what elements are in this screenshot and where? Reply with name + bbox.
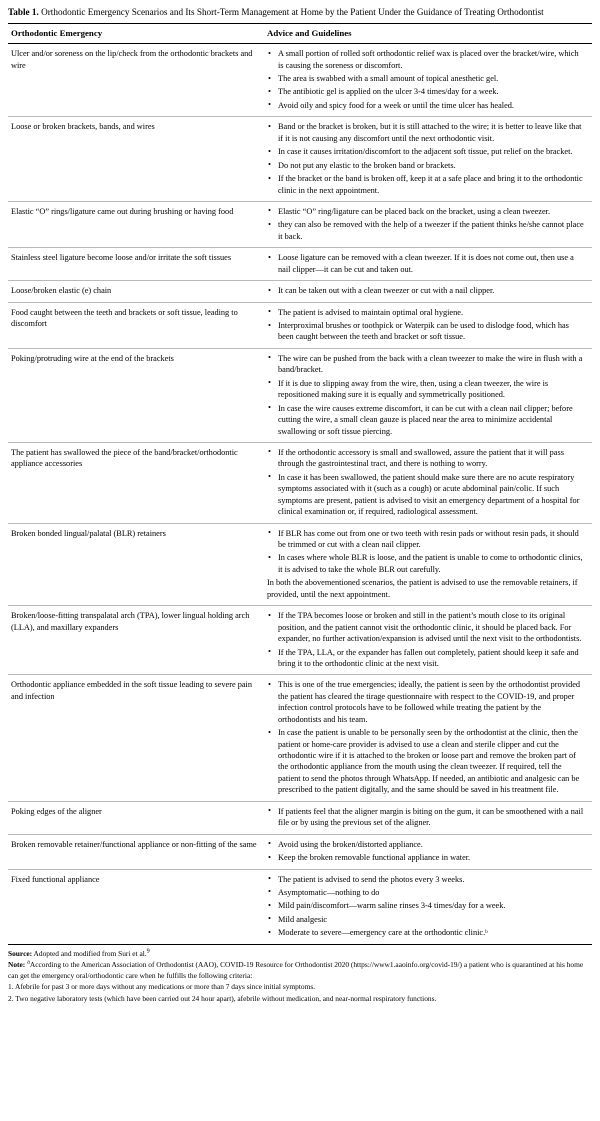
table-row <box>8 834 592 869</box>
advice-note: In both the abovementioned scenarios, the patient is advised to use the removable retainers, if provided, until the next appointment. <box>267 578 578 599</box>
cell-advice <box>264 606 592 675</box>
advice-list <box>267 447 586 518</box>
table-footnotes <box>8 949 592 1005</box>
advice-list <box>267 206 586 242</box>
advice-list <box>267 839 586 864</box>
list-item: • If the TPA becomes loose or broken and still in the patient’s mouth close to its original position, and the patient cannot visit the orthodontic clinic, it should be placed back. For expander, no further activation/expansion is advised until the next visit to the orthodontists. <box>267 610 586 644</box>
cell-advice <box>264 675 592 801</box>
cell-emergency: Loose/broken elastic (e) chain <box>8 281 264 302</box>
advice-list <box>267 307 586 343</box>
cell-emergency: Elastic “O” rings/ligature came out during brushing or having food <box>8 201 264 247</box>
note-line <box>8 960 592 981</box>
table-row <box>8 201 592 247</box>
source-line <box>8 949 592 960</box>
note-criterion-1: 1. Afebrile for past 3 or more days without any medications or more than 7 days since initial symptoms. <box>8 982 316 992</box>
list-item: • If the bracket or the band is broken off, keep it at a safe place and bring it to the orthodontic clinic in the next appointment. <box>267 173 586 196</box>
advice-list <box>267 285 586 296</box>
cell-advice <box>264 834 592 869</box>
table-row <box>8 523 592 606</box>
note-criterion-2: 2. Two negative laboratory tests (which have been carried out 24 hour apart), afebrile without medication, and near-normal respiratory functions. <box>8 993 437 1003</box>
table-row <box>8 442 592 523</box>
advice-list <box>267 679 586 795</box>
list-item: • If BLR has come out from one or two teeth with resin pads or without resin pads, it should be trimmed or cut with a clean nail clipper. <box>267 528 586 551</box>
table-caption <box>8 6 592 18</box>
list-item: • The wire can be pushed from the back with a clean tweezer to make the wire in flush with a band/bracket. <box>267 353 586 376</box>
cell-emergency: Broken removable retainer/functional appliance or non-fitting of the same <box>8 834 264 869</box>
list-item: • In case the patient is unable to be personally seen by the orthodontist at the clinic, then the patient or home-care provider is advised to use a clean and sterile clipper and cut the orthodontic wire if it is attached to the broken or loose part and remove the broken part of the orthodontic appliance from the mouth using the clean tweezer. If required, tell the patient to send the photos through WhatsApp. If needed, an antibiotic and analgesic can be prescribed to the patient digitally, and the same should be saved in his treatment file. <box>267 727 586 796</box>
advice-list <box>267 48 586 111</box>
table-row <box>8 302 592 348</box>
cell-emergency: The patient has swallowed the piece of the band/bracket/orthodontic appliance accessories <box>8 442 264 523</box>
list-item: • Interproximal brushes or toothpick or Waterpik can be used to dislodge food, which has been caught between the teeth and bracket or soft tissue. <box>267 320 586 343</box>
cell-emergency: Loose or broken brackets, bands, and wires <box>8 117 264 202</box>
cell-advice <box>264 348 592 442</box>
list-item: • Do not put any elastic to the broken band or brackets. <box>267 160 586 171</box>
table-row <box>8 675 592 801</box>
cell-emergency: Orthodontic appliance embedded in the soft tissue leading to severe pain and infection <box>8 675 264 801</box>
list-item: • If the TPA, LLA, or the expander has fallen out completely, patient should keep it safe and bring it to the orthodontic clinic at the next visit. <box>267 647 586 670</box>
list-item: • It can be taken out with a clean tweezer or cut with a nail clipper. <box>267 285 586 296</box>
cell-emergency: Broken/loose-fitting transpalatal arch (TPA), lower lingual holding arch (LLA), and maxillary expanders <box>8 606 264 675</box>
advice-list <box>267 874 586 939</box>
list-item: • In case the wire causes extreme discomfort, it can be cut with a clean nail clipper; before cutting the wire, a small clean gauze is placed near the area to minimize accidental swallowing or soft tissue piercing. <box>267 403 586 437</box>
list-item: • The patient is advised to send the photos every 3 weeks. <box>267 874 586 885</box>
cell-emergency: Broken bonded lingual/palatal (BLR) retainers <box>8 523 264 606</box>
source-superscript: 9 <box>146 947 150 955</box>
list-item: • In case it causes irritation/discomfort to the adjacent soft tissue, put relief on the bracket. <box>267 146 586 157</box>
source-label: Source: <box>8 948 33 958</box>
cell-emergency: Stainless steel ligature become loose and/or irritate the soft tissues <box>8 248 264 281</box>
table-caption-text: Orthodontic Emergency Scenarios and Its Short-Term Management at Home by the Patient Under the Guidance of Treating Orthodontist <box>41 7 544 17</box>
list-item: • The antibiotic gel is applied on the ulcer 3-4 times/day for a week. <box>267 86 586 97</box>
table-header-row <box>8 24 592 44</box>
cell-emergency: Poking/protruding wire at the end of the brackets <box>8 348 264 442</box>
cell-advice <box>264 281 592 302</box>
cell-emergency: Fixed functional appliance <box>8 869 264 944</box>
column-header-advice: Advice and Guidelines <box>264 24 592 44</box>
table-row <box>8 348 592 442</box>
cell-advice <box>264 442 592 523</box>
table-row <box>8 606 592 675</box>
list-item: • Avoid oily and spicy food for a week or until the time ulcer has healed. <box>267 100 586 111</box>
list-item: • If it is due to slipping away from the wire, then, using a clean tweezer, the wire is repositioned making sure it is equally and symmetrically positioned. <box>267 378 586 401</box>
emergency-table <box>8 23 592 945</box>
list-item: • In cases where whole BLR is loose, and the patient is unable to come to orthodontic clinics, it is advised to take the whole BLR out carefully. <box>267 552 586 575</box>
advice-list <box>267 121 586 196</box>
list-item: • The patient is advised to maintain optimal oral hygiene. <box>267 307 586 318</box>
advice-list <box>267 610 586 669</box>
note-superscript: a <box>27 958 30 966</box>
advice-list <box>267 353 586 437</box>
table-caption-label: Table 1. <box>8 7 39 17</box>
list-item: • Moderate to severe—emergency care at the orthodontic clinic.ᵇ <box>267 927 586 938</box>
table-row <box>8 281 592 302</box>
list-item: • Avoid using the broken/distorted appliance. <box>267 839 586 850</box>
cell-advice <box>264 248 592 281</box>
table-head <box>8 24 592 44</box>
cell-advice <box>264 523 592 606</box>
note-text: According to the American Association of Orthodontist (AAO), COVID-19 Resource for Orthodontist 2020 (https://www1.aaoinfo.org/covid-19/) a patient who is quarantined at his home can get the emergency oral/orthodontic care when he fulfills the following criteria: <box>8 960 584 980</box>
cell-advice <box>264 801 592 834</box>
cell-advice <box>264 302 592 348</box>
list-item: • The area is swabbed with a small amount of topical anesthetic gel. <box>267 73 586 84</box>
advice-list <box>267 252 586 275</box>
advice-list <box>267 806 586 829</box>
list-item: • If patients feel that the aligner margin is biting on the gum, it can be smoothened with a nail file or by using the previous set of the aligner. <box>267 806 586 829</box>
list-item: • Mild analgesic <box>267 914 586 925</box>
table-row <box>8 117 592 202</box>
note-label: Note: <box>8 960 26 970</box>
cell-advice <box>264 44 592 117</box>
list-item: • Keep the broken removable functional appliance in water. <box>267 852 586 863</box>
list-item: • Elastic “O” ring/ligature can be placed back on the bracket, using a clean tweezer. <box>267 206 586 217</box>
table-row <box>8 248 592 281</box>
list-item: • Band or the bracket is broken, but it is still attached to the wire; it is better to leave like that if it is not causing any discomfort until the next orthodontic visit. <box>267 121 586 144</box>
table-body <box>8 44 592 945</box>
list-item: • Loose ligature can be removed with a clean tweezer. If it is does not come out, then use a nail clipper—it can be cut and taken out. <box>267 252 586 275</box>
cell-advice <box>264 869 592 944</box>
list-item: • they can also be removed with the help of a tweezer if the patient thinks he/she cannot place it back. <box>267 219 586 242</box>
list-item: • In case it has been swallowed, the patient should make sure there are no acute respiratory symptoms associated with it (such as a cough) or acute abdominal pain/colic. If such symptoms are present, patient is advised to visit an emergency department of a hospital for clinical examination or, if required, radiological assessment. <box>267 472 586 518</box>
list-item: • Asymptomatic—nothing to do <box>267 887 586 898</box>
cell-emergency: Food caught between the teeth and brackets or soft tissue, leading to discomfort <box>8 302 264 348</box>
table-row <box>8 869 592 944</box>
source-text: Adopted and modified from Suri et al. <box>33 948 147 958</box>
table-row <box>8 801 592 834</box>
cell-emergency: Poking edges of the aligner <box>8 801 264 834</box>
cell-advice <box>264 201 592 247</box>
list-item: • This is one of the true emergencies; ideally, the patient is seen by the orthodontist provided the patient has cleared the tirage questionnaire with respect to the COVID-19, and proper infection control protocols have to be followed while treating the patient by the orthodontists and his team. <box>267 679 586 725</box>
list-item: • Mild pain/discomfort—warm saline rinses 3-4 times/day for a week. <box>267 900 586 911</box>
advice-list <box>267 528 586 576</box>
list-item: • A small portion of rolled soft orthodontic relief wax is placed over the bracket/wire, which is causing the soreness or discomfort. <box>267 48 586 71</box>
cell-advice <box>264 117 592 202</box>
table-row <box>8 44 592 117</box>
cell-emergency: Ulcer and/or soreness on the lip/check from the orthodontic brackets and wire <box>8 44 264 117</box>
list-item: • If the orthodontic accessory is small and swallowed, assure the patient that it will pass through the gastrointestinal tract, and there is nothing to worry. <box>267 447 586 470</box>
column-header-emergency: Orthodontic Emergency <box>8 24 264 44</box>
